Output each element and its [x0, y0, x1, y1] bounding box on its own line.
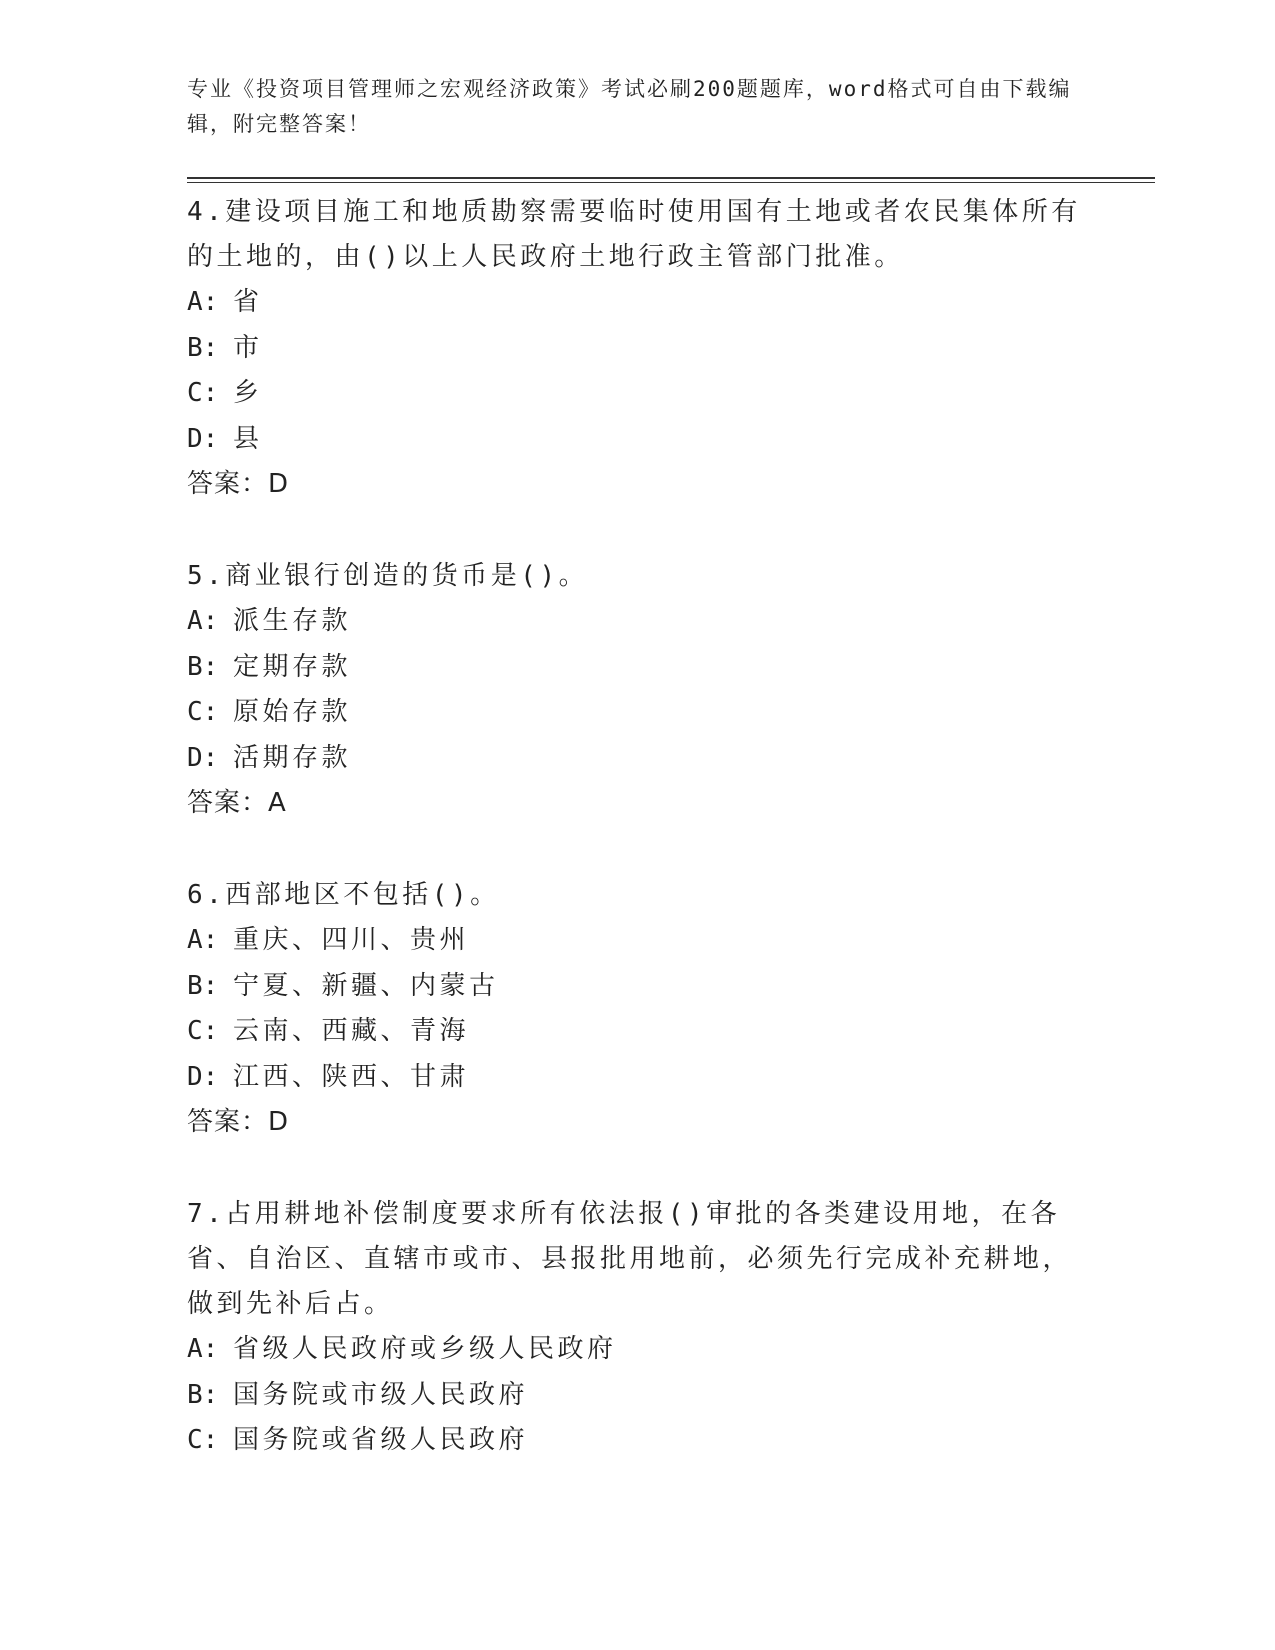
- option-d: [187, 736, 1087, 782]
- option-text: 重庆、四川、贵州: [233, 925, 470, 955]
- answer: 答案：D: [187, 469, 290, 499]
- option-c: [187, 371, 1087, 417]
- header-rule-thick: [187, 177, 1155, 179]
- option-label: A:: [187, 925, 219, 955]
- option-label: A:: [187, 606, 219, 636]
- option-text: 国务院或省级人民政府: [233, 1425, 529, 1455]
- option-label: B:: [187, 332, 219, 363]
- option-text: 原始存款: [233, 697, 352, 727]
- option-label: C:: [187, 378, 219, 408]
- option-text: 省级人民政府或乡级人民政府: [233, 1334, 617, 1364]
- option-text: 活期存款: [233, 742, 352, 773]
- question-list: [187, 190, 1087, 1511]
- option-text: 云南、西藏、青海: [233, 1016, 470, 1046]
- document-header: 专业《投资项目管理师之宏观经济政策》考试必刷200题题库，word格式可自由下载编辑，附完整答案！: [187, 77, 1072, 136]
- question-text: 7.占用耕地补偿制度要求所有依法报()审批的各类建设用地，在各省、自治区、直辖市或市、县报批用地前，必须先行完成补充耕地，做到先补后占。: [187, 1199, 1073, 1319]
- option-text: 派生存款: [233, 606, 352, 636]
- option-label: A:: [187, 1334, 219, 1364]
- option-label: B:: [187, 1379, 219, 1410]
- option-text: 江西、陕西、甘肃: [233, 1061, 470, 1092]
- option-d: [187, 1055, 1087, 1101]
- option-text: 县: [233, 423, 263, 454]
- option-a: [187, 918, 1087, 964]
- answer: 答案：A: [187, 788, 287, 818]
- option-label: A:: [187, 287, 219, 317]
- option-label: D:: [187, 423, 219, 454]
- option-label: B:: [187, 651, 219, 682]
- option-label: C:: [187, 697, 219, 727]
- option-label: B:: [187, 970, 219, 1001]
- question-6: [187, 873, 1087, 1145]
- header-rule-thin: [187, 182, 1155, 183]
- option-c: [187, 690, 1087, 736]
- option-a: [187, 1327, 1087, 1373]
- option-label: D:: [187, 1061, 219, 1092]
- question-text: 5.商业银行创造的货币是()。: [187, 561, 589, 591]
- option-c: [187, 1418, 1087, 1464]
- option-text: 乡: [233, 378, 263, 408]
- option-label: D:: [187, 742, 219, 773]
- option-a: [187, 280, 1087, 326]
- option-b: [187, 1373, 1087, 1419]
- question-5: [187, 554, 1087, 826]
- option-label: C:: [187, 1016, 219, 1046]
- option-d: [187, 417, 1087, 463]
- option-text: 国务院或市级人民政府: [233, 1379, 529, 1410]
- answer: 答案：D: [187, 1107, 290, 1137]
- option-text: 市: [233, 332, 263, 363]
- option-b: [187, 326, 1087, 372]
- question-7: [187, 1192, 1087, 1464]
- option-text: 省: [233, 287, 263, 317]
- option-c: [187, 1009, 1087, 1055]
- question-4: [187, 190, 1087, 507]
- option-b: [187, 964, 1087, 1010]
- option-label: C:: [187, 1425, 219, 1455]
- option-a: [187, 599, 1087, 645]
- question-text: 4.建设项目施工和地质勘察需要临时使用国有土地或者农民集体所有的土地的，由()以上人民政府土地行政主管部门批准。: [187, 197, 1081, 272]
- option-text: 定期存款: [233, 651, 352, 682]
- option-b: [187, 645, 1087, 691]
- question-text: 6.西部地区不包括()。: [187, 880, 500, 910]
- option-text: 宁夏、新疆、内蒙古: [233, 970, 499, 1001]
